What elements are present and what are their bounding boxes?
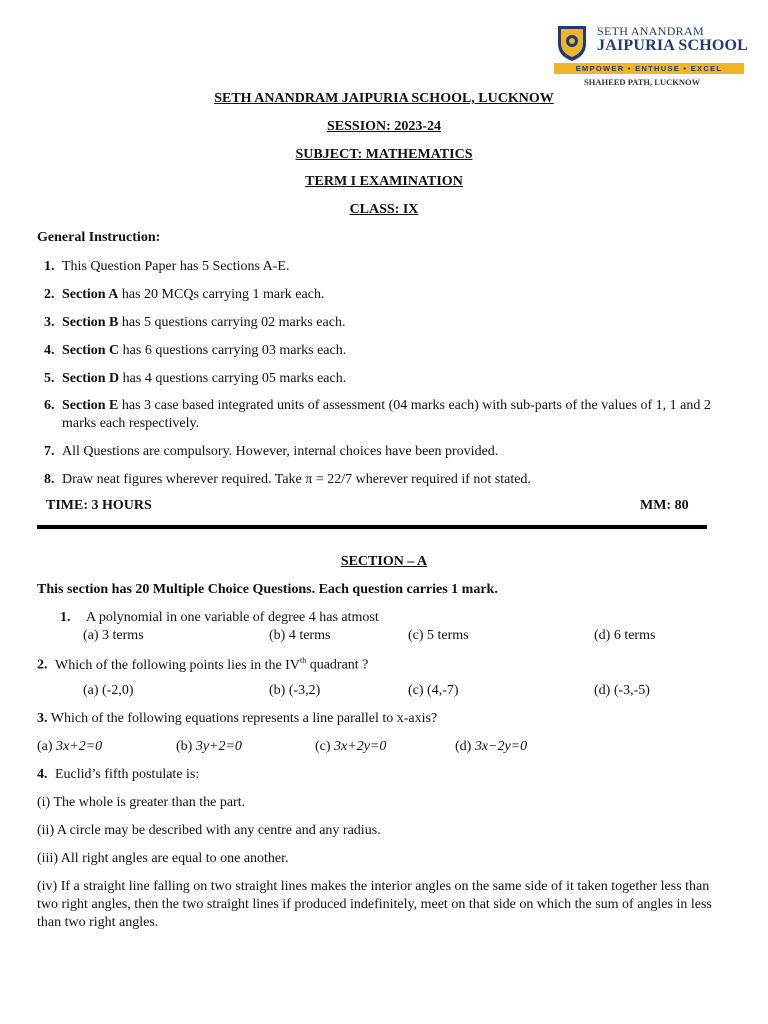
option-a: (a) (-2,0) xyxy=(83,683,134,698)
option-b: (b) 4 terms xyxy=(269,628,331,643)
instruction-number: 8. xyxy=(44,472,55,487)
option-c: (c) 5 terms xyxy=(408,628,469,643)
question-4 xyxy=(37,767,199,783)
question-text: A polynomial in one variable of degree 4 has atmost xyxy=(86,610,379,625)
option-b: (b) (-3,2) xyxy=(269,683,321,698)
instruction-item xyxy=(44,397,734,433)
option-i: (i) The whole is greater than the part. xyxy=(37,795,246,810)
option-d: (d) (-3,-5) xyxy=(594,683,650,698)
option-b: (b) 3y+2=0 xyxy=(176,739,242,754)
max-marks-label: MM: 80 xyxy=(640,498,689,513)
class-title: CLASS: IX xyxy=(349,202,419,217)
option-a: (a) 3x+2=0 xyxy=(37,739,103,754)
question-number: 2. xyxy=(37,657,48,673)
option-c: (c) 3x+2y=0 xyxy=(315,739,387,754)
logo-tagline: EMPOWER • ENTHUSE • EXCEL xyxy=(554,63,744,74)
session-title: SESSION: 2023-24 xyxy=(327,119,441,134)
subject-title: SUBJECT: MATHEMATICS xyxy=(295,147,473,162)
instruction-text: has 4 questions carrying 05 marks each. xyxy=(119,371,347,386)
instruction-item xyxy=(44,443,734,461)
instruction-section-label: Section A xyxy=(62,287,119,302)
instruction-item xyxy=(44,342,734,360)
instruction-text: Draw neat figures wherever required. Take π = 22/7 wherever required if not stated. xyxy=(62,472,531,487)
section-a-intro: This section has 20 Multiple Choice Questions. Each question carries 1 mark. xyxy=(37,582,498,597)
exam-title: TERM I EXAMINATION xyxy=(305,174,463,189)
instruction-item xyxy=(44,286,734,304)
instruction-number: 7. xyxy=(44,444,55,459)
option-ii: (ii) A circle may be described with any centre and any radius. xyxy=(37,823,381,838)
equation: 3x+2=0 xyxy=(56,739,103,754)
question-superscript: th xyxy=(299,656,307,665)
question-text-tail: quadrant ? xyxy=(306,657,369,673)
instruction-number: 4. xyxy=(44,343,55,358)
question-3 xyxy=(37,711,437,727)
section-a-title: SECTION – A xyxy=(340,554,428,569)
divider-rule xyxy=(37,525,707,529)
logo-line1: SETH ANANDRAM xyxy=(597,24,704,38)
instruction-number: 2. xyxy=(44,287,55,302)
instruction-number: 3. xyxy=(44,315,55,330)
equation: 3x+2y=0 xyxy=(334,739,387,754)
logo-address: SHAHEED PATH, LUCKNOW xyxy=(584,77,701,87)
instruction-number: 1. xyxy=(44,259,55,274)
option-d: (d) 6 terms xyxy=(594,628,656,643)
question-text: Which of the following points lies in the IV xyxy=(55,657,300,673)
instruction-section-label: Section B xyxy=(62,315,119,330)
equation: 3y+2=0 xyxy=(195,739,242,754)
option-iv: (iv) If a straight line falling on two straight lines makes the interior angles on the same side of it taken together less than two right angles, then the two straight lines if produced indefinitely, meet on that side on which the sum of angles in less than two right angles. xyxy=(37,879,712,930)
instruction-text: has 6 questions carrying 03 marks each. xyxy=(119,343,347,358)
option-iii: (iii) All right angles are equal to one another. xyxy=(37,851,289,866)
instruction-item xyxy=(44,258,734,276)
school-title: SETH ANANDRAM JAIPURIA SCHOOL, LUCKNOW xyxy=(214,91,554,106)
instruction-text: All Questions are compulsory. However, internal choices have been provided. xyxy=(62,444,499,459)
question-number: 4. xyxy=(37,767,48,782)
instruction-item xyxy=(44,370,734,388)
instruction-item xyxy=(44,314,734,332)
instruction-text: has 5 questions carrying 02 marks each. xyxy=(118,315,346,330)
logo-line2: JAIPURIA SCHOOL xyxy=(597,37,749,54)
question-text: Which of the following equations represents a line parallel to x-axis? xyxy=(50,711,438,726)
instruction-section-label: Section E xyxy=(62,398,119,413)
instruction-text: This Question Paper has 5 Sections A-E. xyxy=(62,259,290,274)
question-1 xyxy=(60,610,379,626)
equation: 3x−2y=0 xyxy=(474,739,528,754)
instruction-text: has 3 case based integrated units of assessment (04 marks each) with sub-parts of the values of 1, 1 and 2 marks each respectively. xyxy=(62,398,711,431)
instruction-number: 6. xyxy=(44,398,55,413)
time-label: TIME: 3 HOURS xyxy=(46,498,152,513)
option-d: (d) 3x−2y=0 xyxy=(455,739,528,754)
school-crest-icon xyxy=(554,22,590,62)
question-text: Euclid’s fifth postulate is: xyxy=(55,767,200,782)
question-number: 1. xyxy=(60,610,71,625)
instruction-text: has 20 MCQs carrying 1 mark each. xyxy=(118,287,325,302)
instruction-item xyxy=(44,471,734,489)
school-logo xyxy=(554,20,749,90)
general-instruction-heading: General Instruction: xyxy=(37,230,161,245)
question-2 xyxy=(37,656,368,674)
question-number: 3. xyxy=(37,711,48,726)
option-c: (c) (4,-7) xyxy=(408,683,459,698)
instruction-section-label: Section C xyxy=(62,343,120,358)
instruction-section-label: Section D xyxy=(62,371,120,386)
instruction-number: 5. xyxy=(44,371,55,386)
option-a: (a) 3 terms xyxy=(83,628,144,643)
